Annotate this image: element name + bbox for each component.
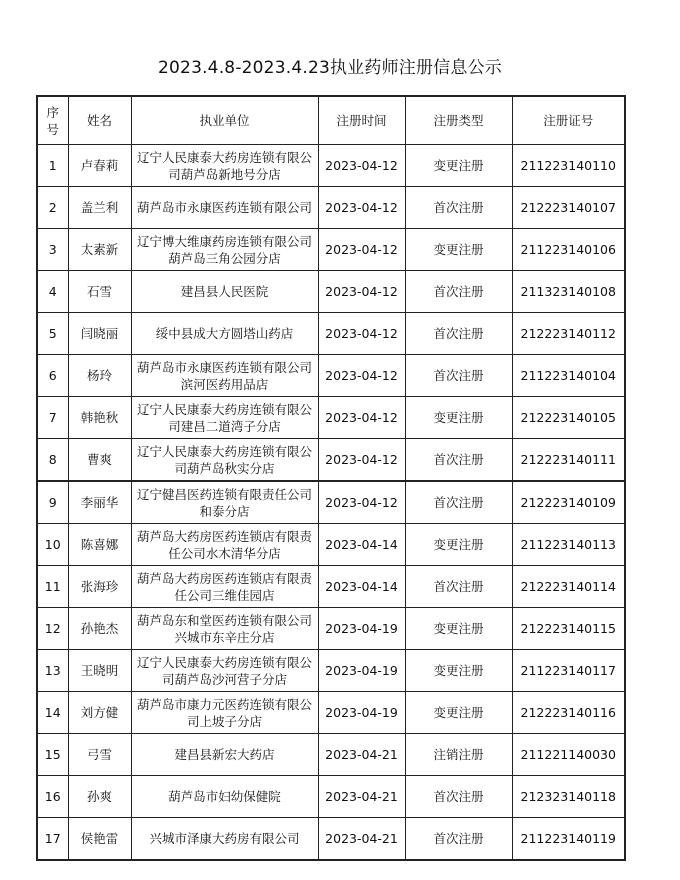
cell-type: 首次注册 xyxy=(405,818,512,861)
table-row xyxy=(37,439,625,482)
cell-unit: 葫芦岛大药房医药连锁店有限责任公司水木清华分店 xyxy=(131,524,318,566)
table-row xyxy=(37,271,625,313)
header-date: 注册时间 xyxy=(318,96,405,145)
cell-date: 2023-04-12 xyxy=(318,145,405,187)
cell-type: 首次注册 xyxy=(405,439,512,482)
cell-name: 闫晓丽 xyxy=(68,313,131,355)
cell-date: 2023-04-14 xyxy=(318,566,405,608)
cell-cert: 212223140116 xyxy=(512,692,625,734)
cell-type: 变更注册 xyxy=(405,650,512,692)
table-row xyxy=(37,692,625,734)
cell-unit: 辽宁人民康泰大药房连锁有限公司葫芦岛新地号分店 xyxy=(131,145,318,187)
cell-name: 陈喜娜 xyxy=(68,524,131,566)
table-row xyxy=(37,229,625,271)
cell-name: 孙爽 xyxy=(68,776,131,818)
cell-unit: 葫芦岛市康力元医药连锁有限公司上坡子分店 xyxy=(131,692,318,734)
cell-date: 2023-04-12 xyxy=(318,355,405,397)
cell-type: 注销注册 xyxy=(405,734,512,776)
cell-name: 弓雪 xyxy=(68,734,131,776)
cell-index: 12 xyxy=(37,608,68,650)
cell-index: 15 xyxy=(37,734,68,776)
table-row xyxy=(37,481,625,524)
cell-date: 2023-04-19 xyxy=(318,608,405,650)
table-row xyxy=(37,650,625,692)
header-unit: 执业单位 xyxy=(131,96,318,145)
cell-type: 变更注册 xyxy=(405,608,512,650)
cell-type: 首次注册 xyxy=(405,187,512,229)
cell-name: 侯艳雷 xyxy=(68,818,131,861)
registration-table xyxy=(36,95,626,861)
cell-date: 2023-04-12 xyxy=(318,271,405,313)
cell-unit: 葫芦岛市妇幼保健院 xyxy=(131,776,318,818)
cell-index: 5 xyxy=(37,313,68,355)
cell-unit: 葫芦岛大药房医药连锁店有限责任公司三维佳园店 xyxy=(131,566,318,608)
cell-unit: 葫芦岛市永康医药连锁有限公司滨河医药用品店 xyxy=(131,355,318,397)
table-row xyxy=(37,524,625,566)
table-row xyxy=(37,397,625,439)
table-row xyxy=(37,776,625,818)
cell-type: 首次注册 xyxy=(405,313,512,355)
cell-index: 16 xyxy=(37,776,68,818)
cell-name: 曹爽 xyxy=(68,439,131,482)
cell-index: 8 xyxy=(37,439,68,482)
cell-index: 10 xyxy=(37,524,68,566)
cell-type: 首次注册 xyxy=(405,776,512,818)
cell-cert: 211223140104 xyxy=(512,355,625,397)
cell-cert: 212223140109 xyxy=(512,481,625,524)
cell-cert: 211223140110 xyxy=(512,145,625,187)
cell-unit: 辽宁人民康泰大药房连锁有限公司建昌二道湾子分店 xyxy=(131,397,318,439)
cell-name: 卢春莉 xyxy=(68,145,131,187)
cell-name: 刘方健 xyxy=(68,692,131,734)
cell-name: 盖兰利 xyxy=(68,187,131,229)
cell-cert: 211221140030 xyxy=(512,734,625,776)
table-header-row xyxy=(37,96,625,145)
cell-name: 杨玲 xyxy=(68,355,131,397)
cell-name: 张海珍 xyxy=(68,566,131,608)
cell-name: 王晓明 xyxy=(68,650,131,692)
cell-unit: 辽宁人民康泰大药房连锁有限公司葫芦岛沙河营子分店 xyxy=(131,650,318,692)
cell-unit: 葫芦岛市永康医药连锁有限公司 xyxy=(131,187,318,229)
cell-date: 2023-04-21 xyxy=(318,734,405,776)
cell-date: 2023-04-12 xyxy=(318,397,405,439)
cell-type: 变更注册 xyxy=(405,397,512,439)
cell-date: 2023-04-19 xyxy=(318,692,405,734)
cell-type: 变更注册 xyxy=(405,229,512,271)
cell-type: 首次注册 xyxy=(405,566,512,608)
cell-index: 14 xyxy=(37,692,68,734)
cell-date: 2023-04-12 xyxy=(318,313,405,355)
cell-cert: 211223140113 xyxy=(512,524,625,566)
cell-cert: 211323140108 xyxy=(512,271,625,313)
cell-index: 7 xyxy=(37,397,68,439)
cell-unit: 辽宁健昌医药连锁有限责任公司和泰分店 xyxy=(131,481,318,524)
table-row xyxy=(37,187,625,229)
table-row xyxy=(37,313,625,355)
cell-cert: 211223140117 xyxy=(512,650,625,692)
cell-unit: 葫芦岛东和堂医药连锁有限公司兴城市东辛庄分店 xyxy=(131,608,318,650)
cell-cert: 212223140105 xyxy=(512,397,625,439)
cell-cert: 212223140112 xyxy=(512,313,625,355)
cell-type: 首次注册 xyxy=(405,481,512,524)
table-row xyxy=(37,608,625,650)
cell-date: 2023-04-12 xyxy=(318,187,405,229)
cell-type: 首次注册 xyxy=(405,271,512,313)
cell-date: 2023-04-12 xyxy=(318,229,405,271)
table-row xyxy=(37,355,625,397)
cell-index: 2 xyxy=(37,187,68,229)
cell-date: 2023-04-19 xyxy=(318,650,405,692)
cell-date: 2023-04-12 xyxy=(318,481,405,524)
cell-type: 首次注册 xyxy=(405,355,512,397)
cell-cert: 211223140106 xyxy=(512,229,625,271)
cell-name: 石雪 xyxy=(68,271,131,313)
table-row xyxy=(37,818,625,861)
header-name: 姓名 xyxy=(68,96,131,145)
cell-cert: 211223140119 xyxy=(512,818,625,861)
cell-index: 3 xyxy=(37,229,68,271)
cell-date: 2023-04-12 xyxy=(318,439,405,482)
cell-unit: 建昌县新宏大药店 xyxy=(131,734,318,776)
table-row xyxy=(37,145,625,187)
header-type: 注册类型 xyxy=(405,96,512,145)
cell-date: 2023-04-14 xyxy=(318,524,405,566)
cell-name: 孙艳杰 xyxy=(68,608,131,650)
cell-name: 太素新 xyxy=(68,229,131,271)
cell-index: 4 xyxy=(37,271,68,313)
cell-index: 1 xyxy=(37,145,68,187)
cell-type: 变更注册 xyxy=(405,692,512,734)
cell-cert: 212223140111 xyxy=(512,439,625,482)
table-row xyxy=(37,734,625,776)
cell-date: 2023-04-21 xyxy=(318,776,405,818)
cell-index: 11 xyxy=(37,566,68,608)
cell-unit: 兴城市泽康大药房有限公司 xyxy=(131,818,318,861)
header-cert: 注册证号 xyxy=(512,96,625,145)
cell-index: 9 xyxy=(37,481,68,524)
table-row xyxy=(37,566,625,608)
cell-cert: 212223140115 xyxy=(512,608,625,650)
cell-name: 韩艳秋 xyxy=(68,397,131,439)
document-title: 2023.4.8-2023.4.23执业药师注册信息公示 xyxy=(158,58,502,78)
cell-cert: 212223140107 xyxy=(512,187,625,229)
cell-unit: 建昌县人民医院 xyxy=(131,271,318,313)
cell-index: 13 xyxy=(37,650,68,692)
cell-unit: 辽宁博大维康药房连锁有限公司葫芦岛三角公园分店 xyxy=(131,229,318,271)
cell-index: 6 xyxy=(37,355,68,397)
header-index: 序号 xyxy=(37,96,68,145)
cell-cert: 212223140114 xyxy=(512,566,625,608)
cell-cert: 212323140118 xyxy=(512,776,625,818)
cell-index: 17 xyxy=(37,818,68,861)
cell-type: 变更注册 xyxy=(405,145,512,187)
cell-type: 变更注册 xyxy=(405,524,512,566)
cell-unit: 绥中县成大方圆塔山药店 xyxy=(131,313,318,355)
cell-date: 2023-04-21 xyxy=(318,818,405,861)
cell-unit: 辽宁人民康泰大药房连锁有限公司葫芦岛秋实分店 xyxy=(131,439,318,482)
cell-name: 李丽华 xyxy=(68,481,131,524)
